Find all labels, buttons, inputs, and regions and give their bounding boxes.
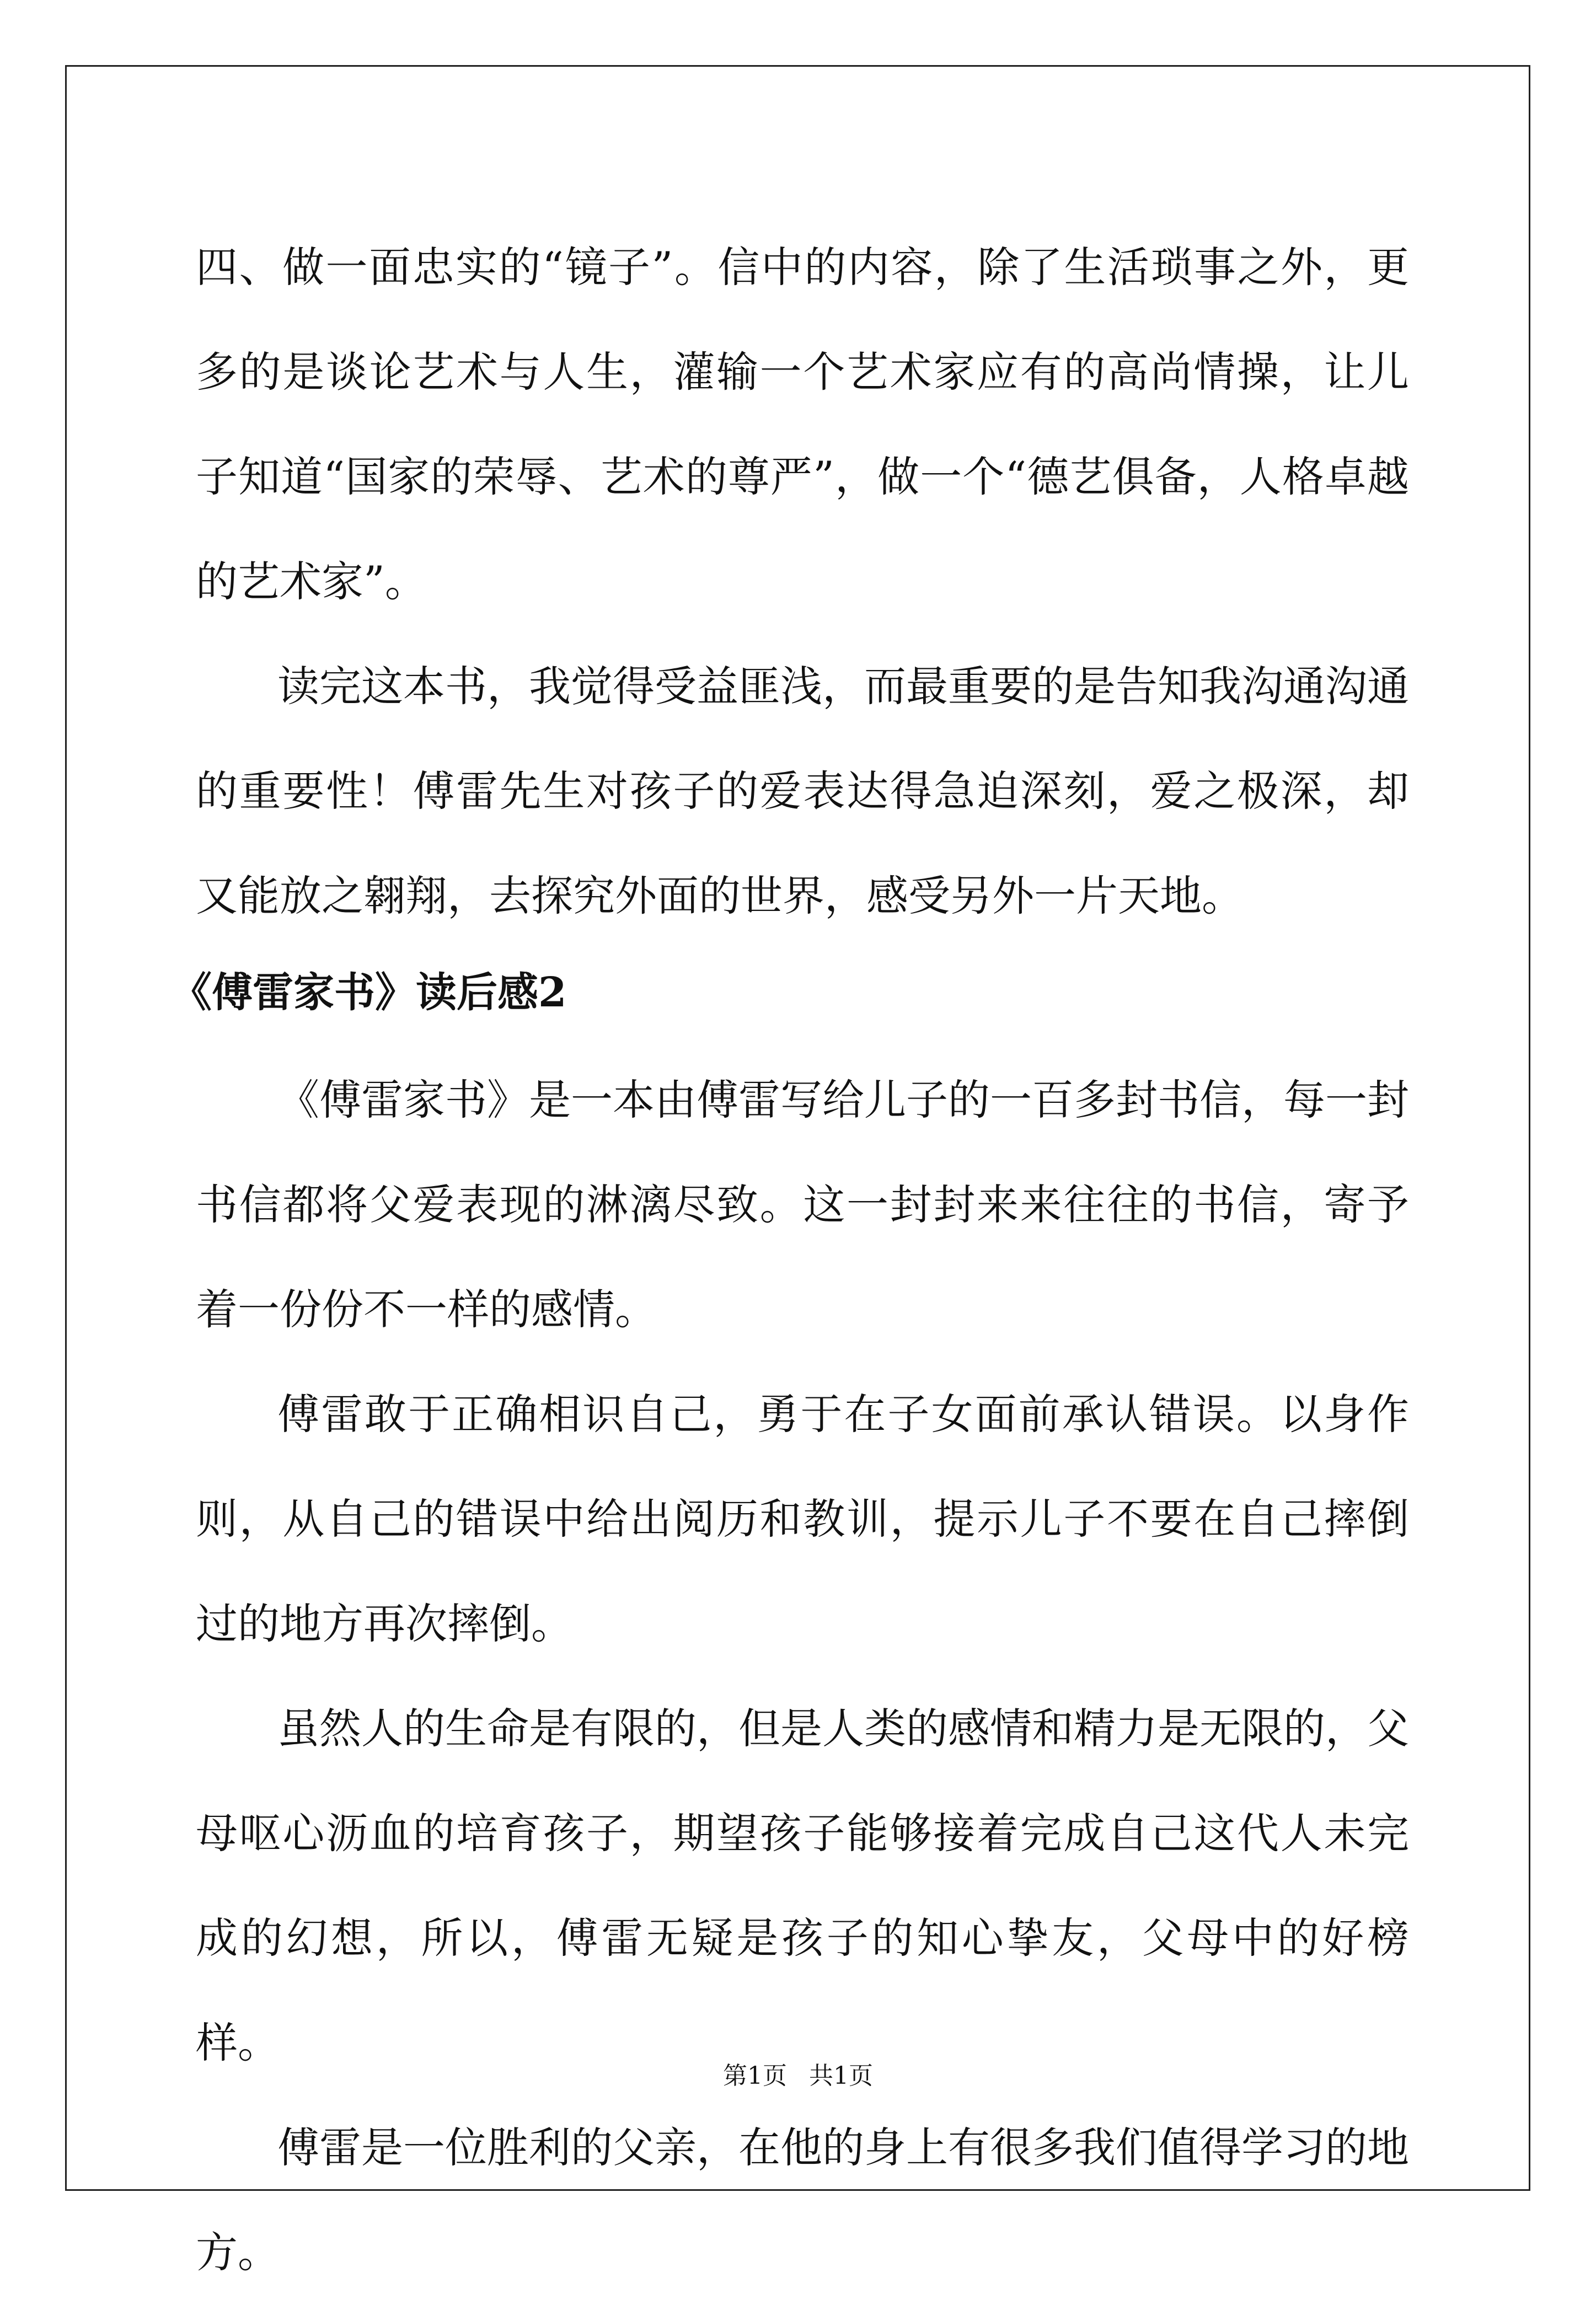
page-footer bbox=[0, 2056, 1596, 2091]
paragraph-reflection: 读完这本书，我觉得受益匪浅，而最重要的是告知我沟通沟通的重要性！傅雷先生对孩子的爱表达得急迫深刻，爱之极深，却又能放之翱翔，去探究外面的世界，感受另外一片天地。 bbox=[196, 662, 1409, 920]
paragraph-intro: 《傅雷家书》是一本由傅雷写给儿子的一百多封书信，每一封书信都将父爱表现的淋漓尽致。这一封封来来往往的书信，寄予着一份份不一样的感情。 bbox=[196, 1075, 1409, 1334]
paragraph-mirror: 四、做一面忠实的“镜子”。信中的内容，除了生活琐事之外，更多的是谈论艺术与人生，灌输一个艺术家应有的高尚情操，让儿子知道“国家的荣辱、艺术的尊严”，做一个“德艺俱备，人格卓越的艺术家”。 bbox=[196, 243, 1409, 606]
page-total: 共1页 bbox=[809, 2062, 873, 2090]
section-heading: 《傅雷家书》读后感2 bbox=[171, 969, 567, 1016]
page-number: 第1页 bbox=[723, 2062, 787, 2090]
paragraph-successful-father: 傅雷是一位胜利的父亲，在他的身上有很多我们值得学习的地方。 bbox=[196, 2123, 1409, 2277]
paragraph-parents: 虽然人的生命是有限的，但是人类的感情和精力是无限的，父母呕心沥血的培育孩子，期望孩子能够接着完成自己这代人未完成的幻想，所以，傅雷无疑是孩子的知心挚友，父母中的好榜样。 bbox=[196, 1704, 1409, 2067]
document-body bbox=[171, 215, 1409, 2305]
paragraph-admit-mistakes: 傅雷敢于正确相识自己，勇于在子女面前承认错误。以身作则，从自己的错误中给出阅历和教训，提示儿子不要在自己摔倒过的地方再次摔倒。 bbox=[196, 1390, 1409, 1648]
